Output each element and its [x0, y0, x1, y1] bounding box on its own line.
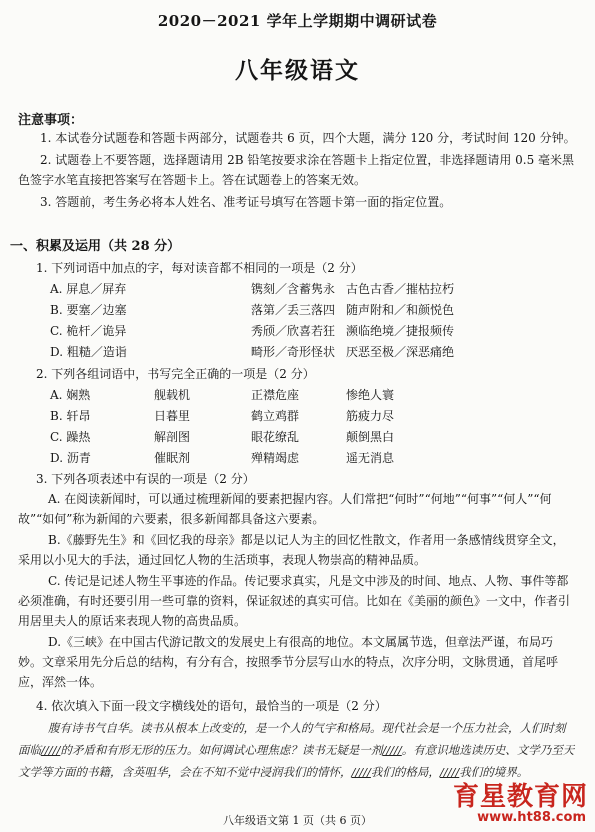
option-cell: C. 躁热 — [50, 430, 91, 444]
blank-3: ///// — [351, 765, 371, 779]
passage-text: 腹有诗书气自华。读书从根本上改变的，是一个人的气宇和格局。现代社会是一个压力社会，人们时刻面临 — [18, 721, 566, 757]
blank-2: ///// — [382, 743, 402, 757]
subject-title: 八年级语文 — [235, 57, 360, 84]
option-cell: 惨绝人寰 — [346, 388, 395, 402]
option-cell: 畸形／奇形怪状 — [251, 345, 336, 359]
option-cell: 舰载机 — [154, 388, 191, 402]
option-cell: 镌刻／含蓄隽永 — [251, 282, 336, 296]
question-1-stem: 1. 下列词语中加点的字，每对读音都不相同的一项是（2 分） — [36, 261, 363, 275]
option-cell: 筋疲力尽 — [346, 409, 395, 423]
option-cell: 正襟危座 — [251, 388, 300, 402]
passage-text: 我们的格局， — [370, 765, 440, 779]
option-cell: 殚精竭虑 — [251, 451, 300, 465]
blank-4: ///// — [439, 765, 460, 779]
blank-1: ///// — [41, 743, 61, 757]
notice-item: 2. 试题卷上不要答题，选择题请用 2B 铅笔按要求涂在答题卡上指定位置，非选择题请用 0.5 毫米黑色签字水笔直接把答案写在答题卡上。答在试题卷上的答案无效。 — [18, 153, 575, 187]
option-cell: B. 要塞／边塞 — [50, 303, 127, 317]
exam-title: 2020－2021 学年上学期期中调研试卷 — [157, 12, 438, 30]
option-cell: A. 屏息／屏弃 — [50, 282, 127, 296]
option-cell: 遥无消息 — [346, 451, 395, 465]
passage-text: 我们的境界。 — [459, 765, 529, 779]
question-3-option-a: A. 在阅读新闻时，可以通过梳理新闻的要素把握内容。人们常把“何时”“何地”“何事”“何人”“何故”“如何”称为新闻的六要素，很多新闻都具备这六要素。 — [18, 492, 552, 526]
option-cell: A. 娴熟 — [50, 388, 91, 402]
page-footer: 八年级语文第 1 页（共 6 页） — [223, 814, 372, 827]
passage-text: 的矛盾和有形无形的压力。如何调试心理焦虑？读书无疑是一剂 — [60, 743, 383, 757]
option-cell: 濒临绝境／捷报频传 — [346, 324, 455, 338]
question-3-stem: 3. 下列各项表述中有误的一项是（2 分） — [36, 472, 255, 486]
question-2-stem: 2. 下列各组词语中，书写完全正确的一项是（2 分） — [36, 367, 315, 381]
notice-item: 3. 答题前，考生务必将本人姓名、准考证号填写在答题卡第一面的指定位置。 — [40, 195, 452, 209]
option-cell: C. 桅杆／诡异 — [50, 324, 127, 338]
option-cell: D. 粗糙／造诣 — [50, 345, 127, 359]
option-cell: B. 轩昂 — [50, 409, 91, 423]
question-3-option-d: D.《三峡》在中国古代游记散文的发展史上有很高的地位。本文属属节选，但章法严谨，布局巧妙。文章采用先分后总的结构，有分有合，按照季节分层写山水的特点，次序分明，文脉贯通，首尾呼应，浑然一体。 — [18, 635, 559, 689]
question-4-stem: 4. 依次填入下面一段文字横线处的语句，最恰当的一项是（2 分） — [36, 699, 387, 713]
watermark-url: www.ht88.com — [477, 810, 586, 825]
section-heading: 一、积累及运用（共 28 分） — [10, 239, 181, 254]
option-cell: 催眠剂 — [154, 451, 191, 465]
option-cell: 鹤立鸡群 — [251, 409, 300, 423]
option-cell: 解剖图 — [154, 430, 191, 444]
question-3-option-c: C. 传记是记述人物生平事迹的作品。传记要求真实，凡是文中涉及的时间、地点、人物、事件等都必须准确，有时还要引用一些可靠的资料，保证叙述的真实可信。比如在《美丽的颜色》一文中，作者引用居里夫人的原话来表现人物的高贵品质。 — [18, 574, 571, 628]
watermark-logo — [402, 776, 590, 828]
question-4-passage — [18, 717, 576, 783]
option-cell: 厌恶至极／深恶痛绝 — [346, 345, 455, 359]
option-cell: 眼花缭乱 — [251, 430, 300, 444]
option-cell: 日暮里 — [154, 409, 191, 423]
option-cell: 颠倒黑白 — [346, 430, 395, 444]
option-cell: 秀颀／欣喜若狂 — [251, 324, 336, 338]
option-cell: 落第／丢三落四 — [251, 303, 336, 317]
question-3-option-b: B.《藤野先生》和《回忆我的母亲》都是以记人为主的回忆性散文，作者用一条感情线贯穿全文，采用以小见大的手法，通过回忆人物的生活琐事，表现人物崇高的精神品质。 — [18, 533, 565, 567]
option-cell: D. 沥青 — [50, 451, 91, 465]
option-cell: 随声附和／和颜悦色 — [346, 303, 455, 317]
notice-item: 1. 本试卷分试题卷和答题卡两部分，试题卷共 6 页，四个大题，满分 120 分，考试时间 120 分钟。 — [40, 131, 576, 145]
watermark-brand: 育星教育网 — [452, 782, 588, 812]
option-cell: 古色古香／摧枯拉朽 — [346, 282, 455, 296]
notice-heading: 注意事项： — [18, 113, 84, 128]
passage-text: 。有意识地选读历史、文学乃至天文学等方面的书籍，含英咀华，会在不知不觉中浸润我们的情怀， — [18, 743, 575, 779]
